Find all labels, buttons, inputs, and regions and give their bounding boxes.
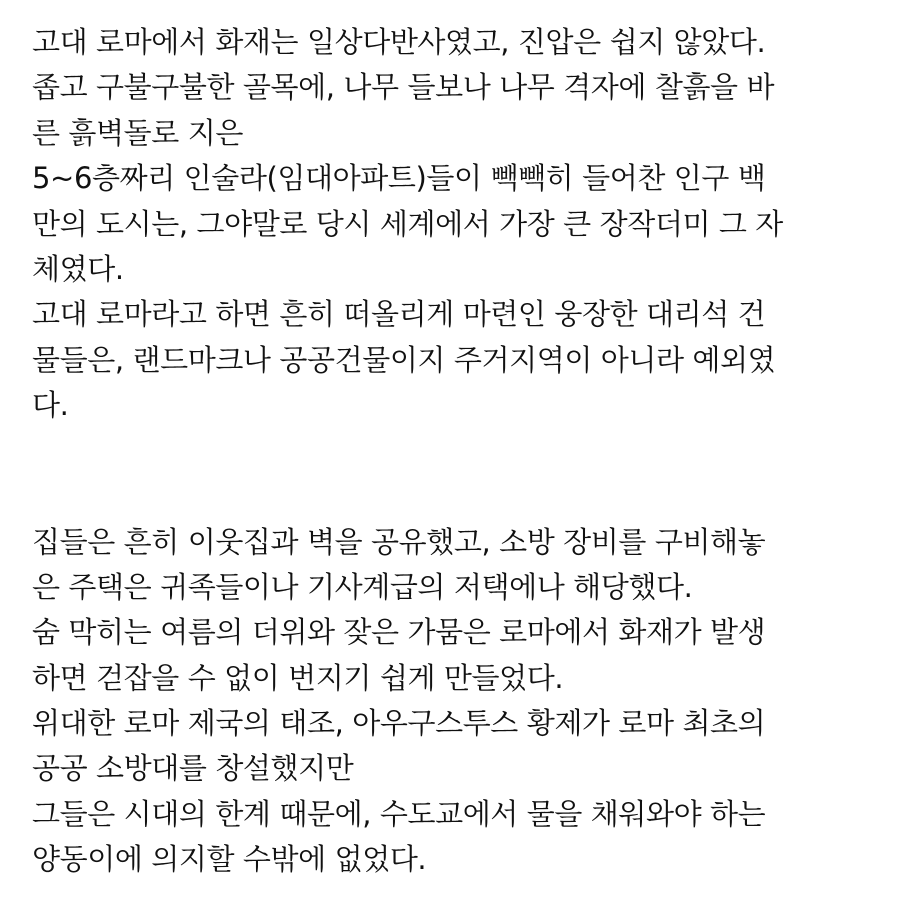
- text-line: 양동이에 의지할 수밖에 없었다.: [32, 842, 427, 877]
- text-line: 른 흙벽돌로 지은: [32, 115, 243, 150]
- text-line: 고대 로마에서 화재는 일상다반사였고, 진압은 쉽지 않았다.: [32, 25, 766, 59]
- text-line: 집들은 흔히 이웃집과 벽을 공유했고, 소방 장비를 구비해놓: [32, 524, 766, 559]
- text-line: 하면 걷잡을 수 없이 번지기 쉽게 만들었다.: [32, 660, 564, 695]
- text-line: 고대 로마라고 하면 흔히 떠올리게 마련인 웅장한 대리석 건: [32, 297, 766, 332]
- paragraph-1: [32, 20, 877, 429]
- text-line: 5~6층짜리 인술라(임대아파트)들이 빽빽히 들어찬 인구 백: [32, 161, 766, 196]
- text-line: 다.: [32, 388, 69, 423]
- text-line: 공공 소방대를 창설했지만: [32, 751, 354, 786]
- text-line: 은 주택은 귀족들이나 기사계급의 저택에나 해당했다.: [32, 569, 693, 604]
- text-line: 그들은 시대의 한계 때문에, 수도교에서 물을 채워와야 하는: [32, 796, 766, 831]
- paragraph-spacer: [32, 429, 877, 520]
- text-line: 체였다.: [32, 251, 124, 286]
- paragraph-2: [32, 520, 877, 883]
- text-line: 숨 막히는 여름의 더위와 잦은 가뭄은 로마에서 화재가 발생: [32, 615, 766, 650]
- text-line: 물들은, 랜드마크나 공공건물이지 주거지역이 아니라 예외였: [32, 342, 776, 377]
- text-line: 좁고 구불구불한 골목에, 나무 들보나 나무 격자에 찰흙을 바: [32, 70, 775, 105]
- text-line: 만의 도시는, 그야말로 당시 세계에서 가장 큰 장작더미 그 자: [32, 206, 783, 241]
- text-line: 위대한 로마 제국의 태조, 아우구스투스 황제가 로마 최초의: [32, 706, 766, 741]
- document-body: [32, 20, 877, 883]
